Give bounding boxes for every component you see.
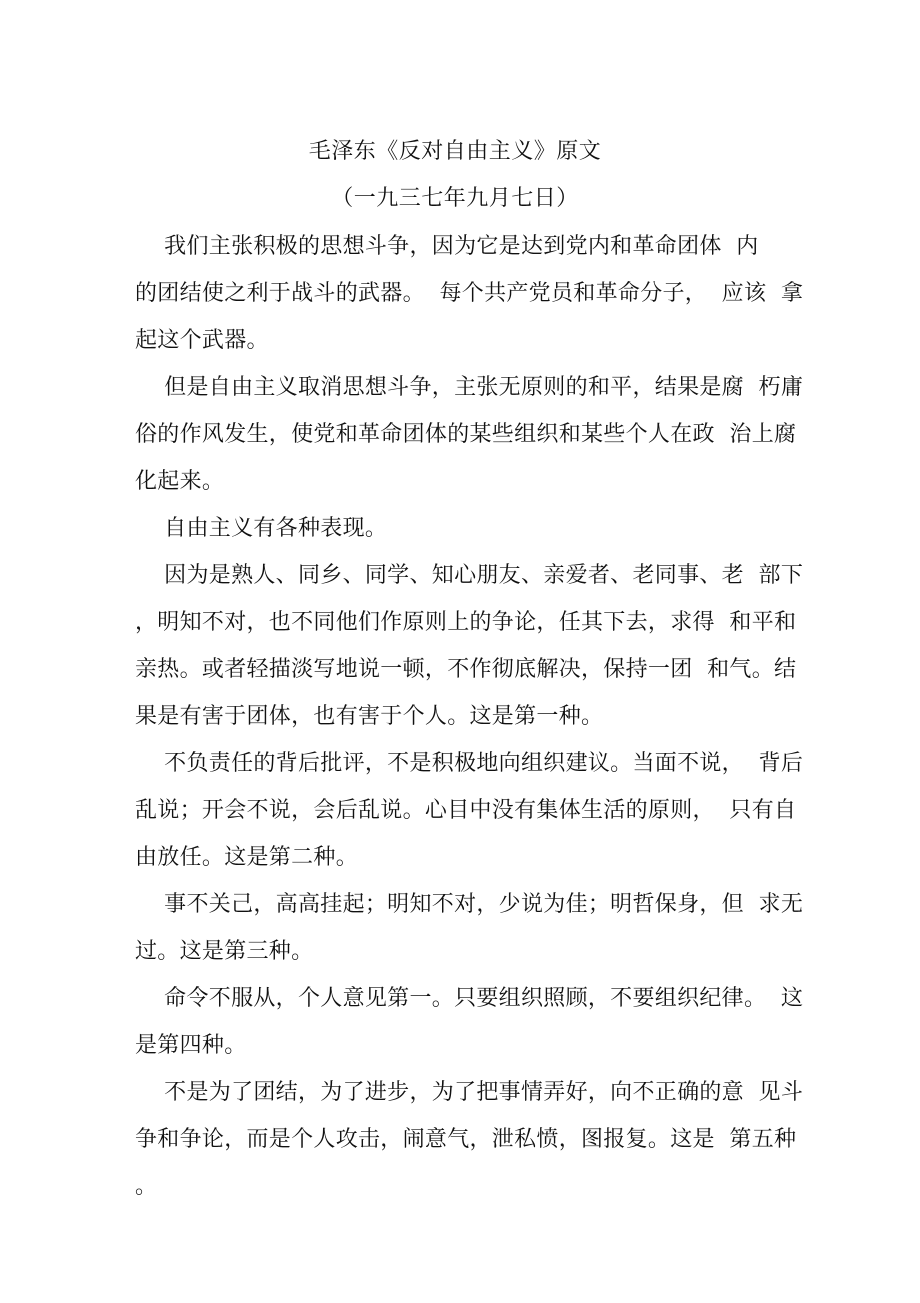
text-line: 是第四种。	[135, 1033, 247, 1058]
document-date: （一九三七年九月七日）	[331, 186, 579, 211]
text-line: 但是自由主义取消思想斗争，主张无原则的和平，结果是腐 朽庸	[135, 375, 804, 400]
text-line: 乱说；开会不说，会后乱说。心目中没有集体生活的原则， 只有自	[135, 798, 797, 823]
text-line: 过。这是第三种。	[135, 939, 314, 964]
text-line: 不是为了团结，为了进步，为了把事情弄好，向不正确的意 见斗	[135, 1080, 804, 1105]
text-line: 因为是熟人、同乡、同学、知心朋友、亲爱者、老同事、老 部下	[135, 563, 804, 588]
text-line: 事不关己，高高挂起；明知不对，少说为佳；明哲保身，但 求无	[135, 892, 804, 917]
document-title: 毛泽东《反对自由主义》原文	[308, 139, 602, 164]
text-line: 我们主张积极的思想斗争，因为它是达到党内和革命团体 内	[135, 234, 759, 259]
text-line: 争和争论，而是个人攻击，闹意气，泄私愤，图报复。这是 第五种	[135, 1127, 797, 1152]
text-line: 由放任。这是第二种。	[135, 845, 359, 870]
text-line: 化起来。	[135, 469, 225, 494]
text-line: 亲热。或者轻描淡写地说一顿，不作彻底解决，保持一团 和气。结	[135, 657, 797, 682]
text-line: 果是有害于团体，也有害于个人。这是第一种。	[135, 704, 604, 729]
text-line: 命令不服从，个人意见第一。只要组织照顾，不要组织纪律。 这	[135, 986, 804, 1011]
text-line: 自由主义有各种表现。	[135, 516, 388, 541]
text-line: 不负责任的背后批评，不是积极地向组织建议。当面不说， 背后	[135, 751, 804, 776]
text-line: 。	[135, 1174, 158, 1199]
text-line: 俗的作风发生，使党和革命团体的某些组织和某些个人在政 治上腐	[135, 422, 797, 447]
text-line: 起这个武器。	[135, 328, 269, 353]
text-line: ，明知不对，也不同他们作原则上的争论，任其下去，求得 和平和	[135, 610, 797, 635]
text-line: 的团结使之利于战斗的武器。 每个共产党员和革命分子， 应该 拿	[135, 281, 804, 306]
